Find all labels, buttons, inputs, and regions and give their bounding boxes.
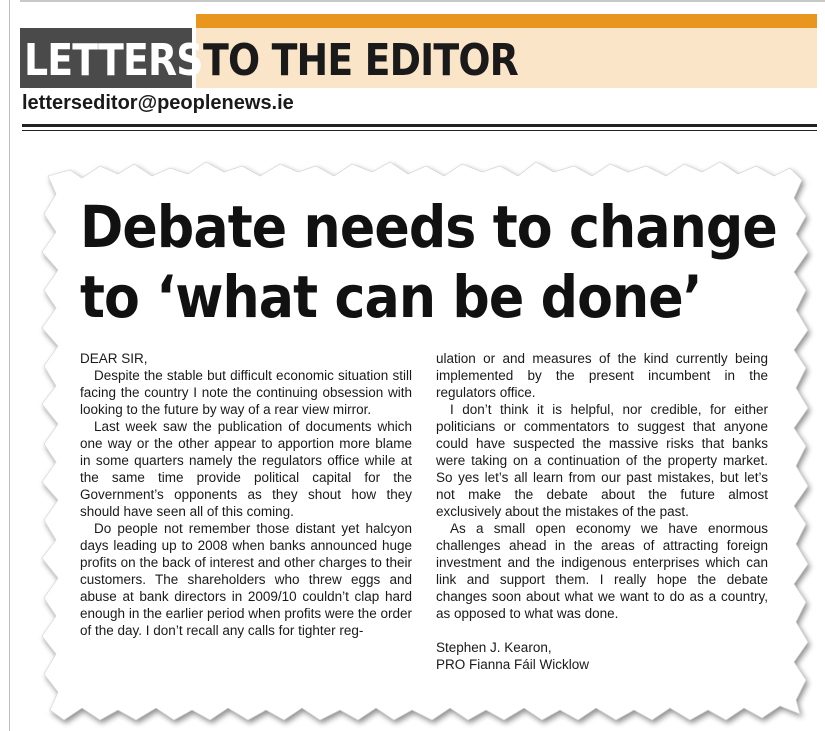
headline-line-1: Debate needs to change <box>80 193 777 261</box>
body-paragraph: I don’t think it is helpful, nor credible, for either politicians or commentators to suggest that anyone could have suspected the massive risks that banks were taking on a continuation of the property market. So yes let’s all learn from our past mistakes, but let’s not make the debate about the future almost exclusively about the mistakes of the past. <box>436 402 768 519</box>
letter-salutation: DEAR SIR, <box>80 351 148 366</box>
body-paragraph: ulation or and measures of the kind currently being implemented by the present incumbent in the regulators office. <box>436 351 768 400</box>
body-paragraph: Despite the stable but difficult economic situation still facing the country I note the continuing obsession with looking to the future by way of a rear view mirror. <box>80 368 412 417</box>
headline-line-2: to ‘what can be done’ <box>80 263 702 331</box>
editor-email: letterseditor@peoplenews.ie <box>22 92 294 114</box>
body-paragraph: As a small open economy we have enormous challenges ahead in the areas of attracting foreign investment and the indigenous enterprises which can link and support them. I really hope the debate changes soon about what we want to do as a country, as opposed to what was done. <box>436 521 768 621</box>
signature-title: PRO Fianna Fáil Wicklow <box>436 657 590 672</box>
article-headline <box>80 192 777 332</box>
article-column-right <box>436 350 768 673</box>
banner-accent-strip <box>196 14 817 28</box>
section-divider <box>22 124 817 127</box>
top-rule <box>20 0 825 2</box>
body-paragraph: Do people not remember those distant yet halcyon days leading up to 2008 when banks announced huge profits on the back of interest and other charges to their customers. The shareholders who threw eggs and abuse at bank directors in 2009/10 couldn’t clap hard enough in the earlier period when profits were the order of the day. I don’t recall any calls for tighter reg- <box>80 521 412 638</box>
left-margin-rule <box>9 0 10 731</box>
letters-banner <box>20 14 817 88</box>
section-label-letters: LETTERS <box>24 35 203 86</box>
section-divider-thin <box>22 130 817 131</box>
body-paragraph: Last week saw the publication of documents which one way or the other appear to apportion more blame in some quarters namely the regulators office while at the same time provide political capital for the Government’s opponents as they shout how they should have seen all of this coming. <box>80 419 412 519</box>
article-column-left <box>80 350 412 639</box>
section-label-to-the-editor: TO THE EDITOR <box>203 35 518 86</box>
signature-name: Stephen J. Kearon, <box>436 640 552 655</box>
